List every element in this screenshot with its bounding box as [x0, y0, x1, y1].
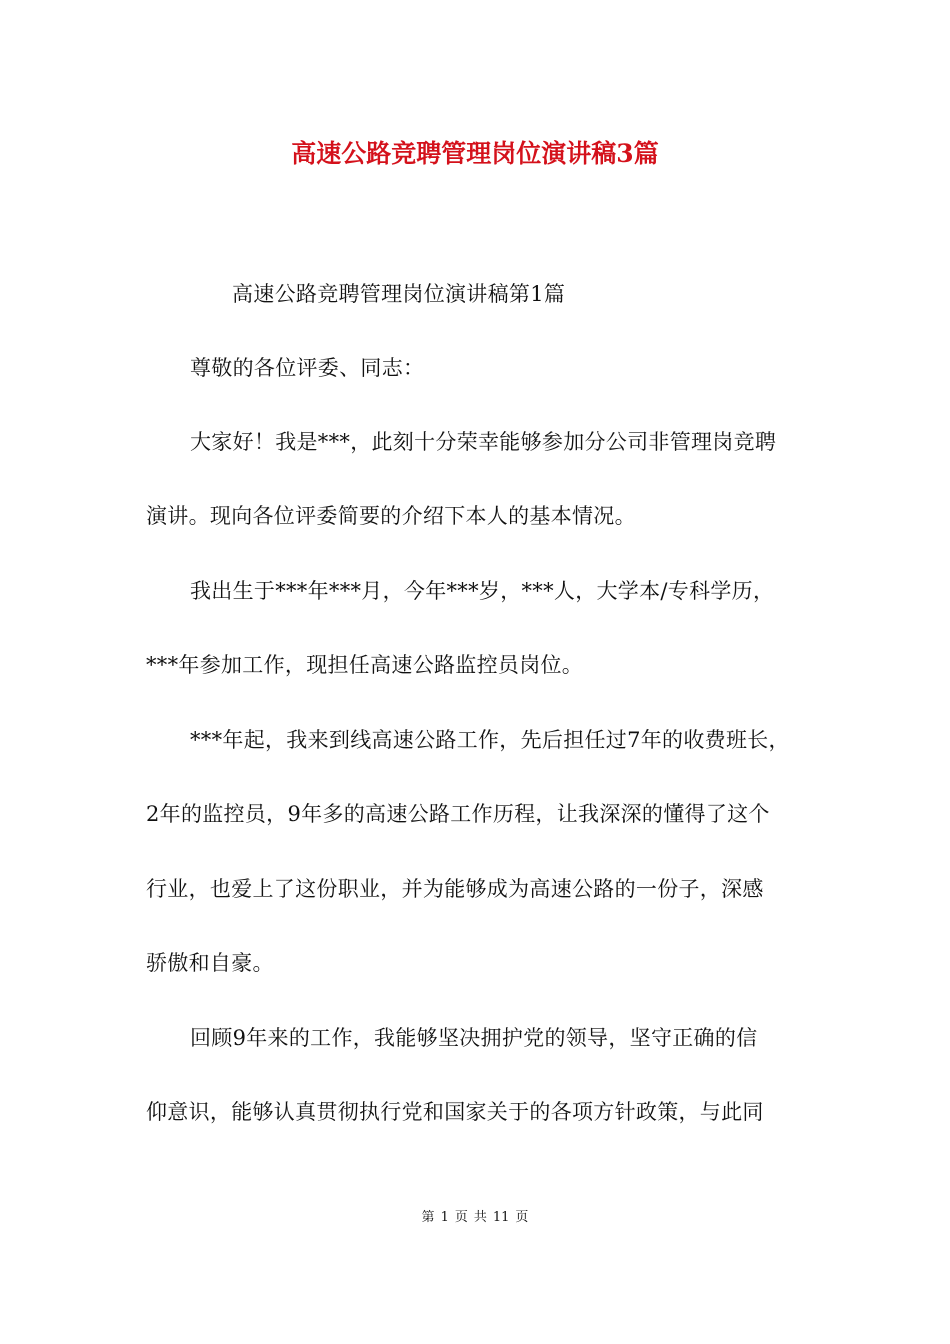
- paragraph-line: 骄傲和自豪。: [146, 951, 274, 975]
- page-footer: [0, 1208, 950, 1228]
- footer-page-current: 1: [440, 1210, 449, 1225]
- paragraph-line: 回顾9年来的工作，我能够坚决拥护党的领导，坚守正确的信: [190, 1026, 758, 1050]
- footer-page-label: 第: [421, 1210, 435, 1225]
- paragraph-line: 我出生于***年***月，今年***岁，***人，大学本/专科学历，: [190, 579, 775, 603]
- paragraph-line: ***年起，我来到线高速公路工作，先后担任过7年的收费班长，: [190, 728, 790, 752]
- footer-page-unit: 页: [454, 1210, 468, 1225]
- paragraph-line: 行业，也爱上了这份职业，并为能够成为高速公路的一份子，深感: [146, 877, 764, 901]
- salutation-line: 尊敬的各位评委、同志：: [190, 356, 425, 380]
- footer-total-label: 共: [473, 1210, 487, 1225]
- paragraph-line: 2年的监控员，9年多的高速公路工作历程，让我深深的懂得了这个: [146, 802, 770, 826]
- paragraph-line: 大家好！我是***，此刻十分荣幸能够参加分公司非管理岗竞聘: [190, 430, 777, 454]
- paragraph-line: 演讲。现向各位评委简要的介绍下本人的基本情况。: [146, 504, 636, 528]
- section-heading: 高速公路竞聘管理岗位演讲稿第1篇: [232, 282, 566, 306]
- page-title: 高速公路竞聘管理岗位演讲稿3篇: [291, 139, 659, 168]
- paragraph-line: 仰意识，能够认真贯彻执行党和国家关于的各项方针政策，与此同: [146, 1100, 764, 1124]
- footer-total-unit: 页: [515, 1210, 529, 1225]
- footer-page-total: 11: [492, 1210, 510, 1225]
- paragraph-line: ***年参加工作，现担任高速公路监控员岗位。: [146, 653, 584, 677]
